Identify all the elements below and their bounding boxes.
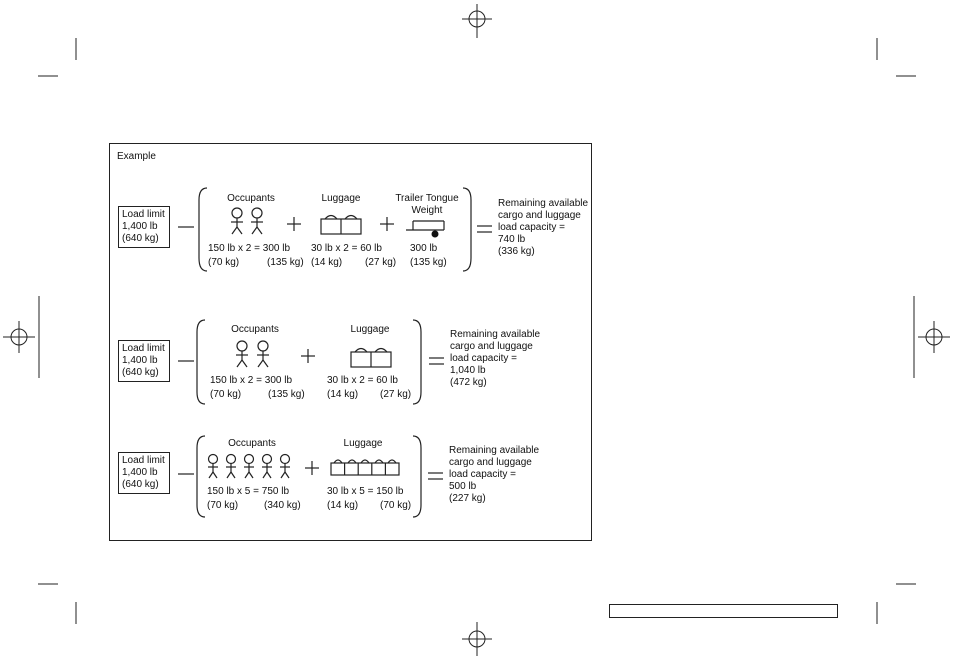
example-label: Example (117, 151, 156, 162)
right-bracket (413, 436, 421, 517)
person-icon (262, 455, 272, 479)
result-value-lb: 500 lb (449, 481, 477, 492)
occupants-title: Occupants (228, 438, 276, 449)
occupants-weight-kg-each: (70 kg) (208, 257, 240, 268)
result-value-lb: 740 lb (498, 234, 526, 245)
luggage-weight-lb: 30 lb x 2 = 60 lb (311, 243, 382, 254)
occupants-weight-kg-total: (340 kg) (264, 500, 301, 511)
result-line: load capacity = (498, 222, 565, 233)
load-limit-lb: 1,400 lb (122, 221, 158, 232)
occupants-title: Occupants (231, 324, 279, 335)
luggage-weight-lb: 30 lb x 2 = 60 lb (327, 375, 398, 386)
result-value-kg: (472 kg) (450, 377, 487, 388)
person-icon (208, 455, 218, 479)
trailer-title-weight: Weight (411, 205, 443, 216)
luggage-title: Luggage (321, 193, 361, 204)
plus-sign (305, 461, 319, 475)
trailer-weight-kg: (135 kg) (410, 257, 447, 268)
luggage-weight-kg-total: (27 kg) (365, 257, 397, 268)
trailer-weight-lb: 300 lb (410, 243, 438, 254)
luggage-weight-lb: 30 lb x 5 = 150 lb (327, 486, 404, 497)
occupants-weight-kg-total: (135 kg) (268, 389, 305, 400)
person-icon (280, 455, 290, 479)
luggage-title: Luggage (343, 438, 383, 449)
load-limit-kg: (640 kg) (122, 233, 159, 244)
load-limit-lb: 1,400 lb (122, 467, 158, 478)
equals-sign (428, 473, 443, 479)
load-limit-label: Load limit (122, 343, 165, 354)
luggage-weight-kg-total: (27 kg) (380, 389, 412, 400)
result-line: Remaining available (449, 445, 540, 456)
occupants-weight-lb: 150 lb x 2 = 300 lb (208, 243, 291, 254)
occupants-weight-kg-total: (135 kg) (267, 257, 304, 268)
left-bracket (197, 436, 205, 517)
occupants-weight-lb: 150 lb x 5 = 750 lb (207, 486, 290, 497)
occupants-weight-kg-each: (70 kg) (207, 500, 239, 511)
remaining-capacity-row3 (449, 445, 539, 505)
result-value-kg: (227 kg) (449, 493, 486, 504)
luggage-weight-kg-each: (14 kg) (327, 389, 359, 400)
result-line: cargo and luggage (498, 210, 581, 221)
result-line: Remaining available (450, 329, 541, 340)
result-value-kg: (336 kg) (498, 246, 535, 257)
result-line: Remaining available (498, 198, 589, 209)
luggage-icon (331, 460, 399, 475)
luggage-weight-kg-total: (70 kg) (380, 500, 412, 511)
result-value-lb: 1,040 lb (450, 365, 486, 376)
occupants-weight-lb: 150 lb x 2 = 300 lb (210, 375, 293, 386)
load-limit-label: Load limit (122, 209, 165, 220)
luggage-weight-kg-each: (14 kg) (311, 257, 343, 268)
result-line: cargo and luggage (449, 457, 532, 468)
occupants-title: Occupants (227, 193, 275, 204)
person-icon (244, 455, 254, 479)
load-limit-kg: (640 kg) (122, 479, 159, 490)
load-limit-label: Load limit (122, 455, 165, 466)
person-icon (226, 455, 236, 479)
load-limit-lb: 1,400 lb (122, 355, 158, 366)
occupants-weight-kg-each: (70 kg) (210, 389, 242, 400)
load-limit-kg: (640 kg) (122, 367, 159, 378)
trailer-title: Trailer Tongue (395, 193, 459, 204)
luggage-title: Luggage (350, 324, 390, 335)
result-line: load capacity = (449, 469, 516, 480)
result-line: cargo and luggage (450, 341, 533, 352)
result-line: load capacity = (450, 353, 517, 364)
luggage-weight-kg-each: (14 kg) (327, 500, 359, 511)
